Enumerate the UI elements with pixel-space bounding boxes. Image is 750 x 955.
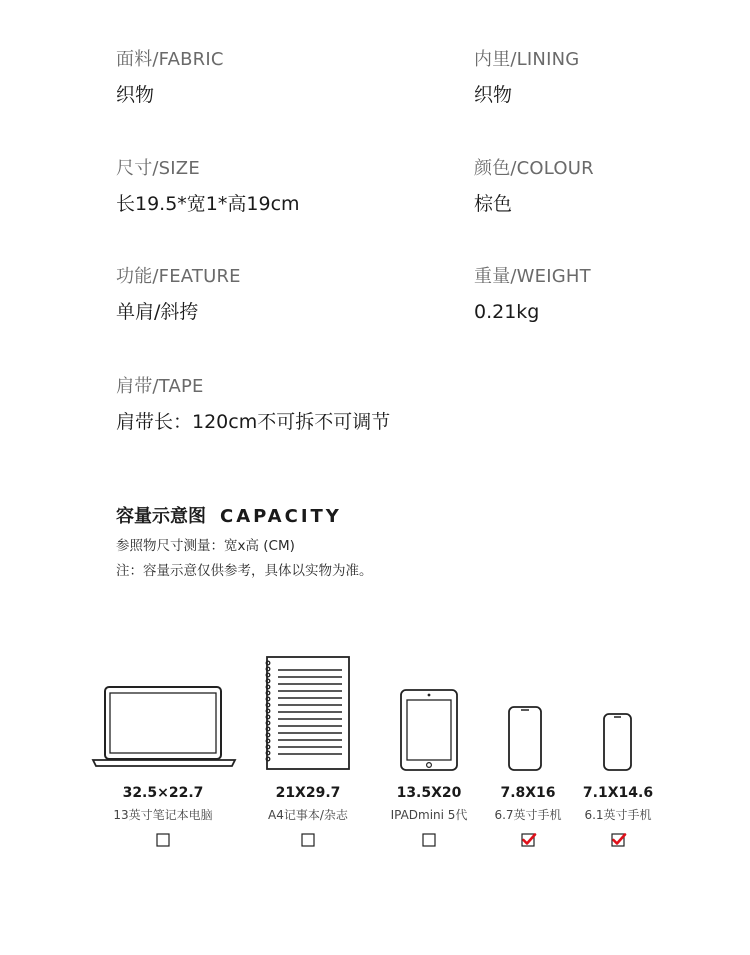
capacity-item-phone-61 xyxy=(528,784,708,851)
spec-value: 棕色 xyxy=(474,193,513,215)
item-name: 6.1英寸手机 xyxy=(584,808,652,822)
spec-weight xyxy=(474,266,591,324)
checkbox-checked-icon xyxy=(611,833,625,847)
spec-tape xyxy=(116,376,390,434)
spec-value: 长19.5*宽1*高19cm xyxy=(116,193,300,215)
capacity-note-disclaimer: 注：容量示意仅供参考，具体以实物为准。 xyxy=(116,563,373,579)
spec-fabric xyxy=(116,49,224,107)
spec-value: 单肩/斜挎 xyxy=(116,301,199,323)
item-dimensions: 7.8X16 xyxy=(500,785,556,801)
spec-label: 功能/FEATURE xyxy=(116,266,241,287)
item-dimensions: 21X29.7 xyxy=(275,785,341,801)
checkbox-unchecked-icon xyxy=(422,833,436,847)
checkbox-unchecked-icon xyxy=(156,833,170,847)
item-name: A4记事本/杂志 xyxy=(268,808,348,822)
spec-value: 肩带长：120cm不可拆不可调节 xyxy=(116,411,391,433)
capacity-note-measure: 参照物尺寸测量：宽x高 (CM) xyxy=(116,538,295,554)
capacity-title xyxy=(116,502,342,528)
item-dimensions: 7.1X14.6 xyxy=(582,785,654,801)
spec-label: 尺寸/SIZE xyxy=(116,158,200,179)
notebook-icon xyxy=(262,656,352,771)
spec-lining xyxy=(474,49,579,107)
item-dimensions: 32.5×22.7 xyxy=(122,785,204,801)
tablet-icon xyxy=(400,689,458,771)
spec-label: 颜色/COLOUR xyxy=(474,158,594,179)
item-name: 13英寸笔记本电脑 xyxy=(113,808,213,822)
spec-value: 织物 xyxy=(116,84,155,106)
laptop-icon xyxy=(92,686,236,770)
spec-value: 0.21kg xyxy=(474,301,540,323)
item-dimensions: 13.5X20 xyxy=(396,785,462,801)
item-name: 6.7英寸手机 xyxy=(494,808,562,822)
spec-colour xyxy=(474,158,594,216)
spec-label: 内里/LINING xyxy=(474,49,580,70)
spec-size xyxy=(116,158,300,216)
spec-label: 重量/WEIGHT xyxy=(474,266,591,287)
spec-label: 面料/FABRIC xyxy=(116,49,224,70)
spec-value: 织物 xyxy=(474,84,513,106)
capacity-title-cn: 容量示意图 xyxy=(116,506,206,527)
checkbox-unchecked-icon xyxy=(301,833,315,847)
capacity-title-en: CAPACITY xyxy=(220,506,342,527)
phone-icon xyxy=(603,713,632,771)
spec-feature xyxy=(116,266,241,324)
phone-icon xyxy=(508,706,542,771)
spec-label: 肩带/TAPE xyxy=(116,376,204,397)
item-name: IPADmini 5代 xyxy=(390,808,468,822)
